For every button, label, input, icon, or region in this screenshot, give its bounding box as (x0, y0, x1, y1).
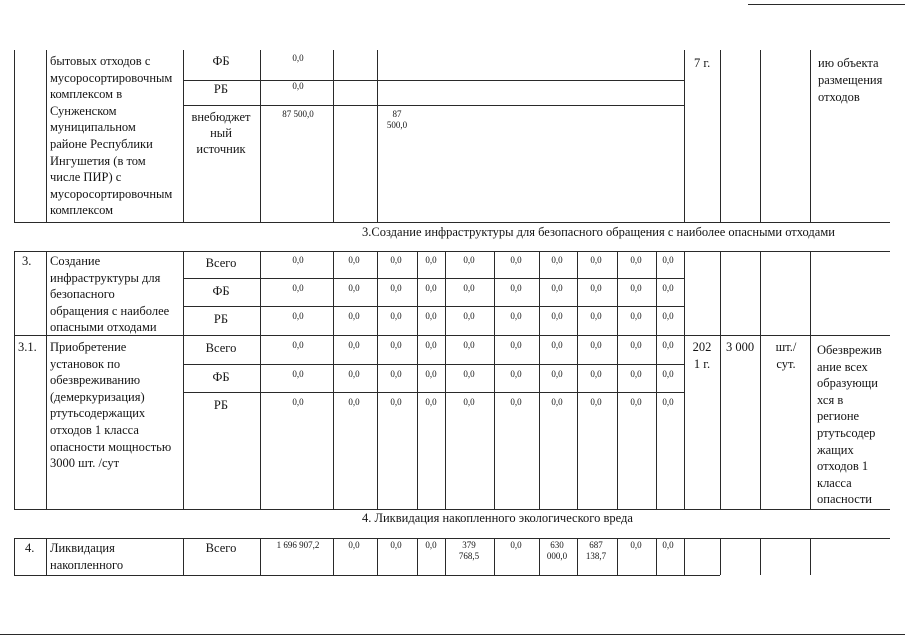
year-value: 0,0 (390, 397, 402, 407)
funding-source-label: РБ (213, 82, 229, 96)
item-description: мусоросортировочным (50, 70, 173, 85)
year-value: 0,0 (510, 369, 522, 379)
row-divider (183, 105, 684, 106)
item-description: безопасного (50, 287, 115, 302)
year-value: 0,0 (630, 397, 642, 407)
total-value: 87 500,0 (282, 109, 314, 119)
item-description: Ликвидация (50, 541, 115, 555)
table-bottom-rule (14, 575, 720, 576)
year-value: 87 (392, 109, 402, 119)
year-value: 0,0 (463, 369, 475, 379)
expected-result: опасности (817, 492, 872, 507)
year-value: 0,0 (425, 255, 437, 265)
year-value: 0,0 (390, 340, 402, 350)
expected-result: отходов (818, 90, 860, 104)
year-value: 0,0 (463, 311, 475, 321)
year-value: 0,0 (590, 397, 602, 407)
item-description: мусоросортировочным (50, 186, 173, 201)
expected-result: регионе (817, 409, 860, 424)
column-rule (810, 538, 811, 575)
total-value: 0,0 (292, 81, 304, 91)
year-value: 0,0 (510, 340, 522, 350)
item-description: бытовых отходов с (50, 54, 151, 68)
item-description: отходов 1 класса (50, 423, 139, 437)
year-value: 0,0 (463, 255, 475, 265)
year-value: 0,0 (551, 369, 563, 379)
year-value: 0,0 (348, 397, 360, 407)
year-value: 0,0 (662, 540, 674, 550)
year-value: 0,0 (425, 283, 437, 293)
funding-source-label: внебюджет (191, 110, 251, 124)
year-value: 0,0 (348, 255, 360, 265)
row-divider (183, 278, 684, 279)
year-value: 0,0 (348, 540, 360, 550)
item-description: накопленного (50, 557, 124, 572)
item-description: 3000 шт. /сут (50, 456, 120, 471)
expected-result: ию объекта (818, 56, 879, 70)
row-divider (183, 306, 684, 307)
funding-source-label: РБ (213, 312, 229, 326)
year-value: 0,0 (390, 369, 402, 379)
year-value: 0,0 (425, 397, 437, 407)
expected-result: ание всех (817, 359, 868, 374)
year-value: 0,0 (390, 311, 402, 321)
column-rule (333, 50, 334, 222)
expected-result: жащих (817, 442, 854, 457)
row-divider (183, 392, 684, 393)
expected-result: отходов 1 (817, 459, 869, 474)
year-value: 0,0 (348, 340, 360, 350)
year-value: 0,0 (390, 283, 402, 293)
column-rule (810, 50, 811, 222)
year-value: 0,0 (590, 255, 602, 265)
column-rule (760, 50, 761, 222)
year-value: 0,0 (662, 283, 674, 293)
year-value: 630 (550, 540, 564, 550)
year-value: 500,0 (386, 120, 408, 130)
total-value: 1 696 907,2 (276, 540, 320, 550)
year-value: 0,0 (662, 397, 674, 407)
item-number: 3.1. (18, 340, 37, 354)
year-value: 0,0 (662, 311, 674, 321)
section-title: 4. Ликвидация накопленного экологического вреда (362, 511, 633, 525)
item-description: Сунженском (50, 103, 117, 118)
item-number: 3. (22, 254, 32, 268)
table-bottom-rule (14, 509, 890, 510)
funding-source-label: Всего (205, 256, 237, 270)
implementation-period: 202 (692, 340, 712, 354)
expected-result: размещения (818, 73, 883, 87)
year-value: 0,0 (630, 283, 642, 293)
year-value: 0,0 (630, 369, 642, 379)
total-value: 0,0 (292, 255, 304, 265)
item-description: районе Республики (50, 137, 153, 151)
funding-source-label: ФБ (212, 370, 230, 384)
item-description: числе ПИР) с (50, 170, 122, 185)
year-value: 0,0 (510, 255, 522, 265)
item-description: установок по (50, 356, 121, 371)
year-value: 0,0 (662, 340, 674, 350)
expected-result: хся в (817, 392, 844, 407)
total-value: 0,0 (292, 397, 304, 407)
column-rule (14, 251, 15, 509)
year-value: 0,0 (551, 255, 563, 265)
year-value: 0,0 (590, 340, 602, 350)
year-value: 687 (589, 540, 603, 550)
expected-result: образующи (817, 376, 878, 391)
year-value: 0,0 (425, 540, 437, 550)
unit-of-measure: шт./ (775, 340, 797, 354)
year-value: 0,0 (551, 340, 563, 350)
year-value: 0,0 (348, 283, 360, 293)
year-value: 0,0 (630, 255, 642, 265)
total-value: 0,0 (292, 369, 304, 379)
column-rule (46, 251, 47, 509)
year-value: 0,0 (510, 311, 522, 321)
year-value: 0,0 (630, 340, 642, 350)
total-value: 0,0 (292, 53, 304, 63)
column-rule (46, 538, 47, 575)
implementation-period: 1 г. (693, 357, 711, 371)
table-top-rule (14, 538, 890, 539)
year-value: 0,0 (425, 369, 437, 379)
item-description: комплексом в (50, 87, 123, 102)
year-value: 0,0 (463, 340, 475, 350)
block-bottom-rule (14, 222, 890, 223)
column-rule (14, 50, 15, 222)
item-description: Приобретение (50, 340, 127, 354)
expected-result: ртутьсодер (817, 426, 876, 440)
year-value: 0,0 (590, 311, 602, 321)
item-number: 4. (25, 541, 35, 555)
year-value: 0,0 (425, 311, 437, 321)
year-value: 0,0 (425, 340, 437, 350)
year-value: 0,0 (630, 540, 642, 550)
indicator-value: 3 000 (725, 340, 755, 354)
column-rule (46, 50, 47, 222)
year-value: 768,5 (458, 551, 480, 561)
scan-edge-line (748, 4, 905, 5)
item-description: ртутьсодержащих (50, 406, 146, 421)
year-value: 000,0 (546, 551, 568, 561)
column-rule (810, 251, 811, 509)
scan-edge-line (0, 634, 905, 635)
funding-source-label: Всего (205, 541, 237, 555)
item-description: муниципальном (50, 120, 136, 135)
year-value: 138,7 (585, 551, 607, 561)
total-value: 0,0 (292, 340, 304, 350)
total-value: 0,0 (292, 283, 304, 293)
funding-source-label: источник (196, 142, 246, 156)
funding-source-label: ФБ (212, 284, 230, 298)
table-top-rule (14, 251, 890, 252)
item-description: комплексом (50, 203, 114, 218)
funding-source-label: ный (210, 126, 232, 140)
item-description: Создание (50, 254, 101, 268)
column-rule (720, 50, 721, 222)
implementation-period: 7 г. (694, 56, 711, 70)
expected-result: Обезврежив (817, 343, 882, 357)
year-value: 0,0 (390, 540, 402, 550)
year-value: 0,0 (590, 369, 602, 379)
year-value: 0,0 (510, 283, 522, 293)
item-description: опасности мощностью (50, 439, 172, 454)
year-value: 0,0 (662, 255, 674, 265)
funding-source-label: Всего (205, 341, 237, 355)
column-rule (684, 50, 685, 222)
year-value: 0,0 (510, 540, 522, 550)
expected-result: класса (817, 475, 852, 490)
year-value: 0,0 (463, 397, 475, 407)
item-description: обращения с наиболее (50, 303, 170, 318)
year-value: 0,0 (630, 311, 642, 321)
section-title: 3.Создание инфраструктуры для безопасного обращения с наиболее опасными отходами (362, 225, 835, 239)
total-value: 0,0 (292, 311, 304, 321)
year-value: 0,0 (348, 311, 360, 321)
column-rule (14, 538, 15, 575)
year-value: 0,0 (551, 283, 563, 293)
year-value: 0,0 (551, 397, 563, 407)
year-value: 0,0 (662, 369, 674, 379)
item-description: обезвреживанию (50, 373, 141, 388)
year-value: 379 (462, 540, 476, 550)
item-description: Ингушетия (в том (50, 153, 146, 168)
item-description: инфраструктуры для (50, 270, 161, 285)
unit-of-measure: сут. (776, 357, 796, 371)
year-value: 0,0 (390, 255, 402, 265)
funding-source-label: РБ (213, 398, 229, 412)
year-value: 0,0 (348, 369, 360, 379)
year-value: 0,0 (551, 311, 563, 321)
funding-source-label: ФБ (212, 54, 230, 68)
item-description: опасными отходами (50, 320, 157, 335)
item-description: (демеркуризация) (50, 389, 145, 404)
column-rule (377, 50, 378, 222)
year-value: 0,0 (463, 283, 475, 293)
year-value: 0,0 (590, 283, 602, 293)
year-value: 0,0 (510, 397, 522, 407)
